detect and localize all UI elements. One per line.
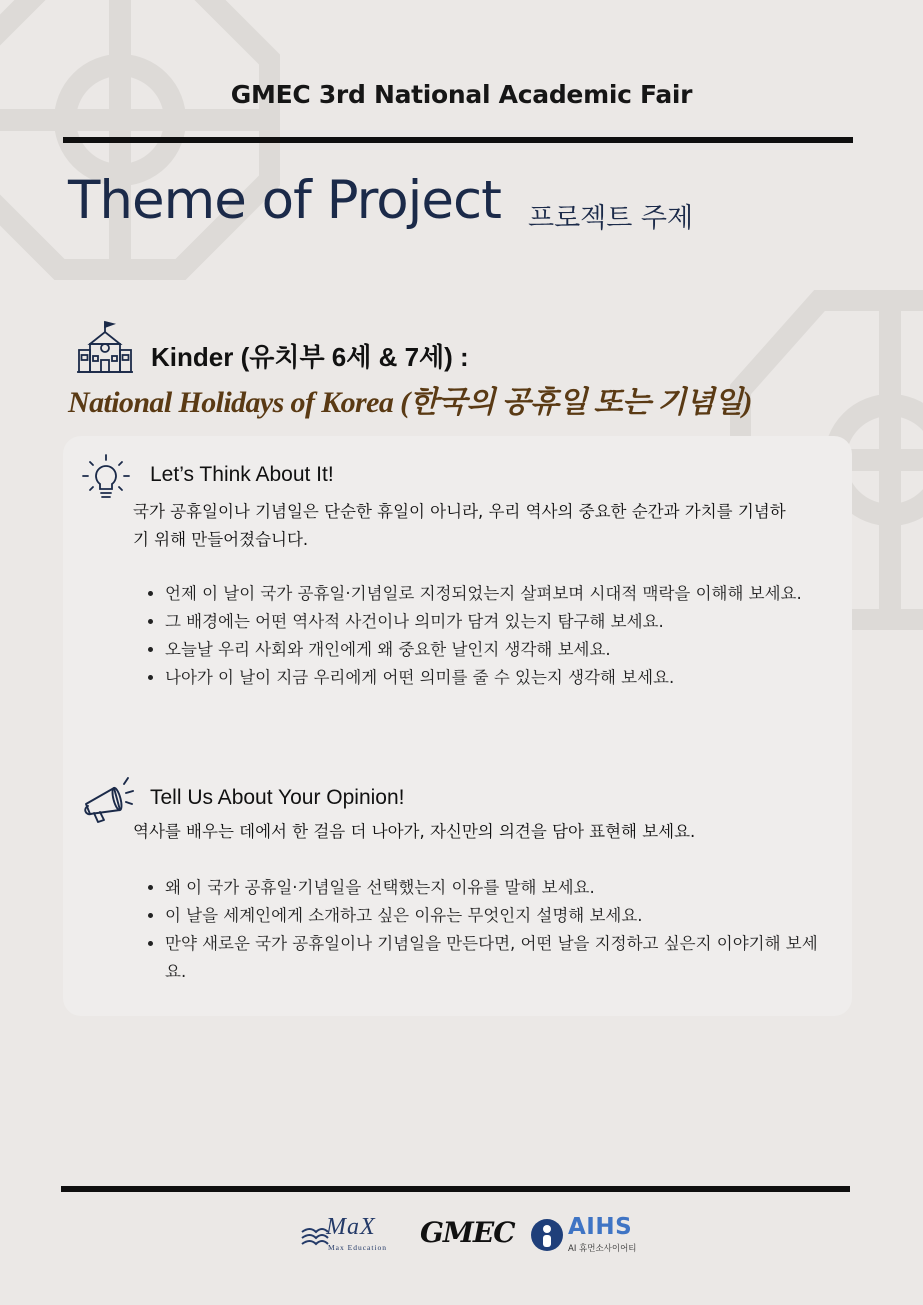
think-heading: Let’s Think About It! <box>150 463 334 486</box>
max-logo-subtitle: Max Education <box>328 1243 388 1252</box>
list-item: • 그 배경에는 어떤 역사적 사건이나 의미가 담겨 있는지 탐구해 보세요. <box>165 608 835 636</box>
opinion-heading: Tell Us About Your Opinion! <box>150 786 405 809</box>
list-item: • 언제 이 날이 국가 공휴일·기념일로 지정되었는지 살펴보며 시대적 맥락을 이해해 보세요. <box>165 580 835 608</box>
opinion-intro: 역사를 배우는 데에서 한 걸음 더 나아가, 자신만의 의견을 담아 표현해 보세요. <box>133 822 696 841</box>
list-item: • 나아가 이 날이 지금 우리에게 어떤 의미를 줄 수 있는지 생각해 보세요. <box>165 664 835 692</box>
aihs-logo-text: AIHS <box>568 1214 633 1240</box>
max-education-logo <box>300 1214 390 1256</box>
gmec-logo: GMEC <box>420 1216 515 1249</box>
think-bullet-list <box>145 580 835 692</box>
level-label: Kinder (유치부 6세 & 7세) : <box>151 342 469 372</box>
list-item: • 오늘날 우리 사회와 개인에게 왜 중요한 날인지 생각해 보세요. <box>165 636 835 664</box>
list-item: • 왜 이 국가 공휴일·기념일을 선택했는지 이유를 말해 보세요. <box>165 874 835 902</box>
fair-title: GMEC 3rd National Academic Fair <box>230 80 693 109</box>
sponsor-logos <box>0 1210 923 1260</box>
think-intro: 국가 공휴일이나 기념일은 단순한 휴일이 아니라, 우리 역사의 중요한 순간과 가치를 기념하기 위해 만들어졌습니다. <box>133 502 786 549</box>
aihs-logo-subtitle: AI 휴먼소사이어티 <box>568 1244 637 1254</box>
aihs-emblem-icon <box>530 1218 564 1252</box>
theme-title-korean: 프로젝트 주제 <box>528 203 694 234</box>
lightbulb-icon <box>80 452 132 504</box>
project-subject: National Holidays of Korea (한국의 공휴일 또는 기념일) <box>68 386 752 419</box>
school-building-icon <box>76 320 134 374</box>
opinion-bullet-list <box>145 874 835 986</box>
top-divider <box>63 137 853 143</box>
max-logo-text: MaX <box>326 1214 376 1240</box>
list-item: • 만약 새로운 국가 공휴일이나 기념일을 만든다면, 어떤 날을 지정하고 싶은지 이야기해 보세요. <box>165 930 835 986</box>
theme-title: Theme of Project <box>68 170 501 231</box>
megaphone-icon <box>80 776 134 824</box>
aihs-logo <box>530 1214 640 1256</box>
list-item: • 이 날을 세계인에게 소개하고 싶은 이유는 무엇인지 설명해 보세요. <box>165 902 835 930</box>
bottom-divider <box>61 1186 850 1192</box>
